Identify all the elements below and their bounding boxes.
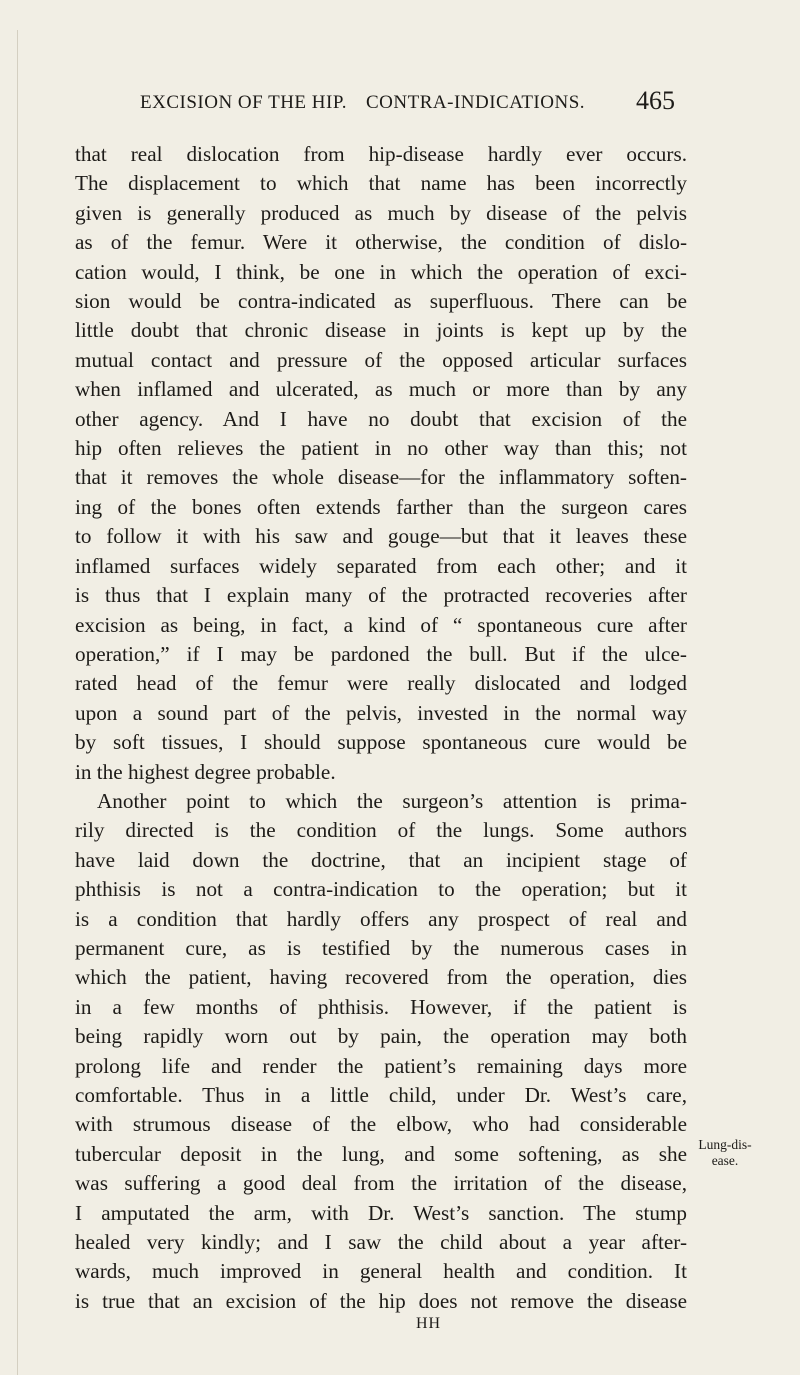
margin-note-lung-disease — [693, 1137, 757, 1169]
text-line: in the highest degree probable. — [75, 759, 336, 784]
signature-mark: HH — [416, 1315, 442, 1332]
text-line: tubercular deposit in the lung, and some softening, as she — [75, 1141, 687, 1166]
text-line: permanent cure, as is testified by the numerous cases in — [75, 935, 687, 960]
text-line: is thus that I explain many of the protracted recoveries after — [75, 583, 687, 608]
text-line: rily directed is the condition of the lungs. Some authors — [75, 818, 687, 843]
text-line: operation,” if I may be pardoned the bull. But if the ulce- — [75, 641, 687, 666]
margin-note-line: ease. — [711, 1153, 739, 1168]
page-number: 465 — [636, 86, 675, 115]
text-line: comfortable. Thus in a little child, under Dr. West’s care, — [75, 1083, 687, 1107]
text-line: to follow it with his saw and gouge—but that it leaves these — [75, 524, 687, 549]
text-line: excision as being, in fact, a kind of “ spontaneous cure after — [75, 612, 687, 637]
text-line: healed very kindly; and I saw the child about a year after- — [75, 1230, 687, 1255]
text-line: have laid down the doctrine, that an incipient stage of — [75, 847, 687, 872]
text-line: upon a sound part of the pelvis, invested in the normal way — [75, 700, 687, 725]
page-edge-line — [17, 30, 18, 1375]
text-line: by soft tissues, I should suppose spontaneous cure would be — [75, 730, 687, 755]
text-line: cation would, I think, be one in which the operation of exci- — [75, 259, 687, 284]
text-line: rated head of the femur were really dislocated and lodged — [75, 671, 687, 696]
text-line: was suffering a good deal from the irritation of the disease, — [75, 1171, 687, 1196]
text-line: with strumous disease of the elbow, who had considerable — [75, 1112, 687, 1137]
text-line: little doubt that chronic disease in joints is kept up by the — [75, 318, 687, 343]
paragraph-2 — [75, 787, 687, 1316]
text-line: is true that an excision of the hip does not remove the disease — [75, 1288, 687, 1313]
text-line: other agency. And I have no doubt that excision of the — [75, 406, 687, 431]
text-line: as of the femur. Were it otherwise, the condition of dislo- — [75, 230, 687, 255]
text-line: ing of the bones often extends farther than the surgeon cares — [75, 494, 687, 519]
text-line: being rapidly worn out by pain, the operation may both — [75, 1024, 687, 1049]
text-line: hip often relieves the patient in no other way than this; not — [75, 436, 687, 461]
body-text — [75, 140, 687, 1316]
text-line: Another point to which the surgeon’s attention is prima- — [97, 788, 687, 813]
text-line: which the patient, having recovered from the operation, dies — [75, 965, 687, 990]
text-line: inflamed surfaces widely separated from each other; and it — [75, 553, 687, 578]
text-line: I amputated the arm, with Dr. West’s sanction. The stump — [75, 1200, 687, 1225]
text-line: given is generally produced as much by disease of the pelvis — [75, 200, 687, 225]
header-title-left: EXCISION OF THE HIP. — [140, 92, 348, 113]
text-line: The displacement to which that name has been incorrectly — [75, 171, 687, 196]
text-line: prolong life and render the patient’s remaining days more — [75, 1053, 687, 1078]
text-line: that it removes the whole disease—for the inflammatory soften- — [75, 465, 687, 490]
text-line: phthisis is not a contra-indication to the operation; but it — [75, 877, 687, 902]
text-line: is a condition that hardly offers any prospect of real and — [75, 906, 687, 931]
text-line: that real dislocation from hip-disease hardly ever occurs. — [75, 142, 687, 166]
text-line: wards, much improved in general health and condition. It — [75, 1259, 687, 1284]
header-title-center: CONTRA-INDICATIONS. — [366, 92, 586, 113]
text-line: sion would be contra-indicated as superfluous. There can be — [75, 289, 687, 314]
text-line: mutual contact and pressure of the opposed articular surfaces — [75, 347, 687, 372]
margin-note-line: Lung-dis- — [698, 1137, 752, 1152]
paragraph-1 — [75, 140, 687, 787]
text-line: when inflamed and ulcerated, as much or more than by any — [75, 377, 687, 402]
text-line: in a few months of phthisis. However, if the patient is — [75, 994, 687, 1019]
